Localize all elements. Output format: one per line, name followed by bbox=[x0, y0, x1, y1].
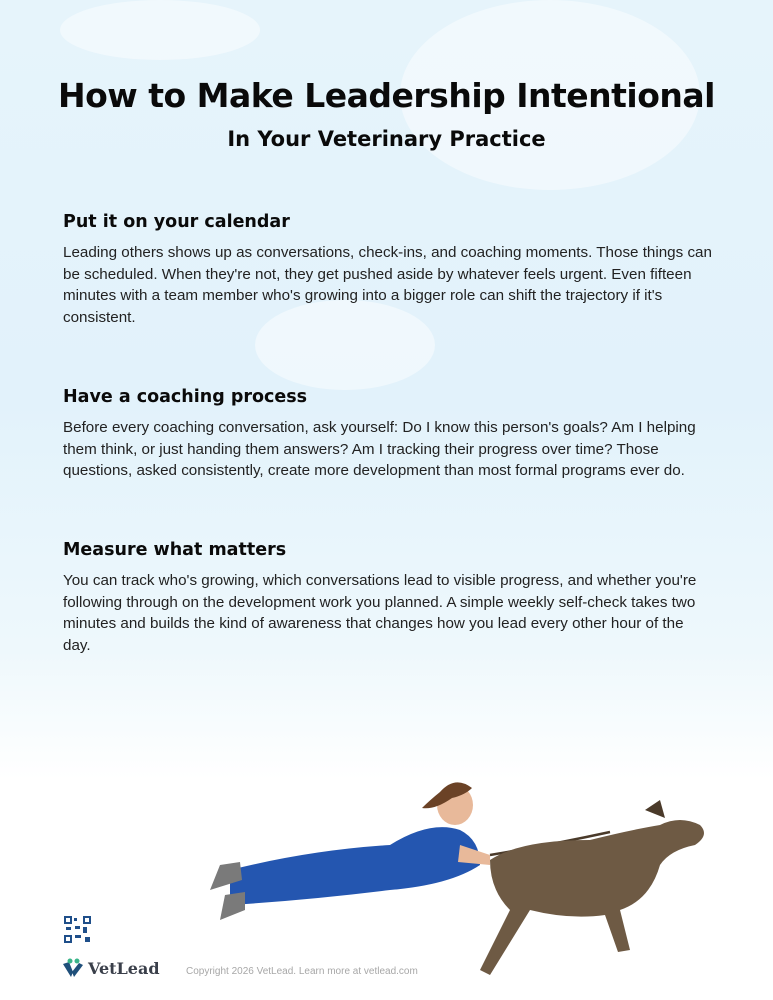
section-heading: Put it on your calendar bbox=[63, 212, 290, 232]
section-body: Leading others shows up as conversations, check-ins, and coaching moments. Those things can be scheduled. When they're not, they get pushed aside by whatever feels urgent. Even fifteen minutes with a team member who's growing into a bigger role can shift the trajectory if it's consistent. bbox=[63, 244, 712, 327]
copyright: Copyright 2026 VetLead. Learn more at vetlead.com bbox=[186, 966, 418, 977]
page-subtitle: In Your Veterinary Practice bbox=[227, 127, 546, 151]
qr-code[interactable] bbox=[63, 915, 92, 944]
section-calendar bbox=[63, 212, 713, 329]
section-body: Before every coaching conversation, ask yourself: Do I know this person's goals? Am I helping them think, or just handing them answers? Am I tracking their progress over time? Those questions, asked consistently, create more development than most formal programs ever do. bbox=[63, 419, 696, 480]
section-coaching bbox=[63, 387, 713, 482]
background-cloud bbox=[60, 0, 260, 60]
section-heading: Measure what matters bbox=[63, 540, 287, 560]
section-measure bbox=[63, 540, 713, 657]
section-body: You can track who's growing, which conversations lead to visible progress, and whether you're following through on the development work you planned. A simple weekly self-check takes two minutes and builds the kind of awareness that changes how you lead every other hour of the day. bbox=[63, 572, 697, 655]
page-title: How to Make Leadership Intentional bbox=[57, 76, 715, 115]
vetlead-logo[interactable] bbox=[62, 958, 160, 978]
vet-and-dog-illustration bbox=[190, 770, 720, 985]
section-heading: Have a coaching process bbox=[63, 387, 308, 407]
logo-text: VetLead bbox=[88, 958, 160, 978]
vetlead-logo-icon bbox=[62, 958, 84, 978]
